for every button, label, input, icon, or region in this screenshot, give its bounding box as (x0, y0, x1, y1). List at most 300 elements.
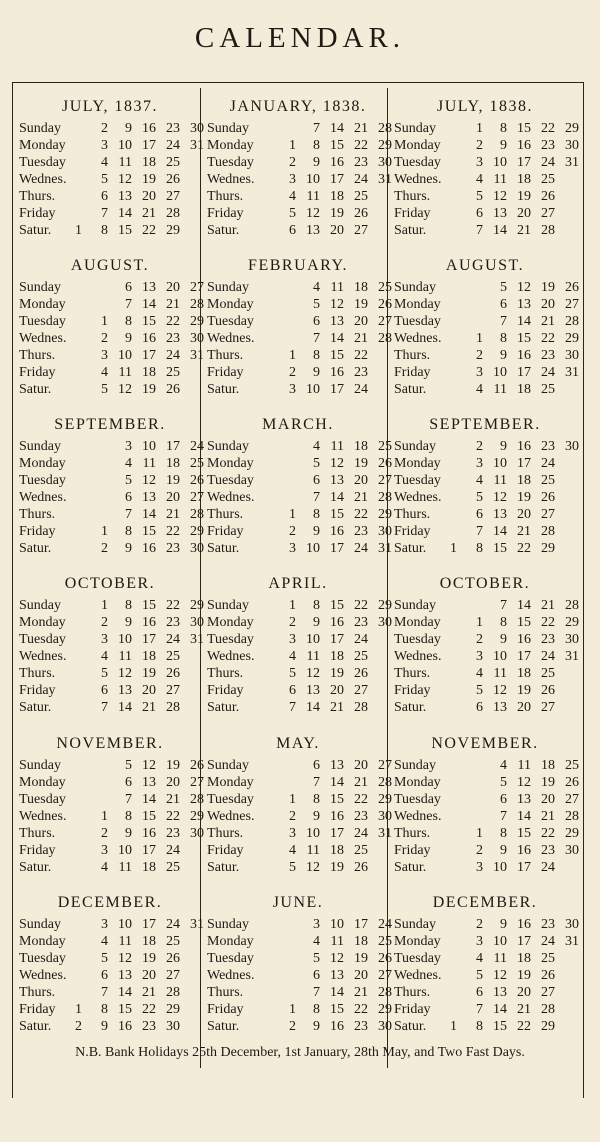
weekday-row (391, 774, 579, 791)
date-number: 11 (493, 473, 507, 488)
date-number: 14 (330, 121, 344, 136)
date-number: 18 (354, 934, 368, 949)
date-number: 15 (118, 1002, 132, 1017)
date-number: 3 (289, 541, 296, 556)
weekday-row (16, 296, 204, 313)
date-number: 7 (476, 524, 483, 539)
date-number: 5 (101, 666, 108, 681)
date-number: 19 (541, 775, 555, 790)
date-number: 23 (541, 843, 555, 858)
date-number: 6 (500, 792, 507, 807)
date-number: 7 (500, 809, 507, 824)
date-number: 27 (378, 758, 392, 773)
date-number: 2 (101, 826, 108, 841)
weekday-row (204, 648, 392, 665)
date-number: 27 (565, 792, 579, 807)
date-number: 6 (101, 683, 108, 698)
weekday-row (391, 506, 579, 523)
date-number: 28 (378, 121, 392, 136)
weekday-row (391, 933, 579, 950)
month-block (16, 890, 204, 1049)
date-number: 8 (476, 1019, 483, 1034)
date-number: 23 (166, 826, 180, 841)
date-number: 28 (166, 206, 180, 221)
date-number: 3 (101, 843, 108, 858)
date-number: 15 (330, 507, 344, 522)
date-number: 4 (101, 934, 108, 949)
month-block (204, 571, 392, 730)
date-number: 20 (517, 206, 531, 221)
weekday-row (391, 597, 579, 614)
date-number: 15 (142, 314, 156, 329)
bank-holidays-note: N.B. Bank Holidays 25th December, 1st January, 28th May, and Two Fast Days. (75, 1045, 525, 1060)
month-block (204, 731, 392, 890)
date-number: 11 (493, 666, 507, 681)
date-number: 25 (541, 473, 555, 488)
date-number: 28 (378, 985, 392, 1000)
date-number: 7 (476, 1002, 483, 1017)
weekday-label: Friday (207, 524, 244, 539)
date-number: 4 (101, 365, 108, 380)
month-block (204, 412, 392, 571)
date-number: 7 (101, 985, 108, 1000)
date-number: 19 (142, 382, 156, 397)
date-number: 17 (517, 860, 531, 875)
date-number: 24 (541, 155, 555, 170)
date-number: 12 (517, 280, 531, 295)
date-number: 28 (166, 985, 180, 1000)
weekday-label: Sunday (394, 598, 436, 613)
date-number: 25 (166, 365, 180, 380)
date-number: 27 (166, 189, 180, 204)
date-number: 27 (541, 700, 555, 715)
weekday-label: Monday (207, 456, 254, 471)
weekday-row (204, 682, 392, 699)
date-number: 30 (190, 615, 204, 630)
date-number: 1 (476, 615, 483, 630)
date-number: 22 (354, 348, 368, 363)
date-number: 21 (142, 985, 156, 1000)
date-number: 14 (330, 331, 344, 346)
date-number: 18 (541, 758, 555, 773)
date-number: 25 (541, 172, 555, 187)
weekday-row (391, 825, 579, 842)
date-number: 10 (330, 917, 344, 932)
date-number: 5 (101, 951, 108, 966)
date-number: 13 (306, 223, 320, 238)
weekday-row (391, 154, 579, 171)
date-number: 13 (493, 206, 507, 221)
date-number: 13 (330, 314, 344, 329)
month-title: OCTOBER. (439, 575, 531, 592)
weekday-row (16, 842, 204, 859)
date-number: 7 (313, 775, 320, 790)
weekday-row (16, 313, 204, 330)
date-number: 31 (190, 138, 204, 153)
date-number: 30 (565, 917, 579, 932)
date-number: 30 (190, 121, 204, 136)
date-number: 25 (378, 934, 392, 949)
weekday-label: Satur. (394, 860, 427, 875)
date-number: 25 (378, 280, 392, 295)
weekday-row (204, 757, 392, 774)
weekday-label: Sunday (19, 121, 61, 136)
date-number: 20 (354, 758, 368, 773)
date-number: 22 (541, 826, 555, 841)
date-number: 4 (289, 189, 296, 204)
weekday-row (391, 188, 579, 205)
weekday-label: Thurs. (19, 666, 56, 681)
date-number: 8 (313, 507, 320, 522)
date-number: 14 (330, 490, 344, 505)
weekday-label: Wednes. (19, 809, 67, 824)
weekday-row (16, 665, 204, 682)
month-block (16, 731, 204, 890)
date-number: 13 (330, 758, 344, 773)
weekday-row (204, 597, 392, 614)
weekday-label: Sunday (207, 598, 249, 613)
date-number: 6 (125, 490, 132, 505)
date-number: 11 (142, 456, 156, 471)
date-number: 23 (354, 155, 368, 170)
weekday-row (16, 523, 204, 540)
weekday-row (204, 842, 392, 859)
weekday-row (391, 916, 579, 933)
date-number: 24 (541, 649, 555, 664)
weekday-label: Thurs. (19, 189, 56, 204)
date-number: 21 (354, 490, 368, 505)
date-number: 28 (378, 331, 392, 346)
date-number: 8 (313, 348, 320, 363)
date-number: 3 (289, 382, 296, 397)
date-number: 6 (101, 968, 108, 983)
weekday-row (391, 313, 579, 330)
weekday-label: Satur. (19, 382, 52, 397)
date-number: 25 (541, 951, 555, 966)
weekday-label: Monday (394, 456, 441, 471)
date-number: 23 (541, 348, 555, 363)
weekday-row (204, 791, 392, 808)
date-number: 14 (118, 700, 132, 715)
month-title: SEPTEMBER. (429, 416, 541, 433)
date-number: 21 (541, 809, 555, 824)
date-number: 13 (142, 490, 156, 505)
weekday-row (16, 347, 204, 364)
date-number: 6 (476, 985, 483, 1000)
date-number: 31 (565, 155, 579, 170)
date-number: 23 (541, 632, 555, 647)
date-number: 9 (313, 809, 320, 824)
weekday-label: Tuesday (19, 632, 66, 647)
weekday-row (204, 137, 392, 154)
weekday-label: Wednes. (207, 490, 255, 505)
weekday-row (391, 523, 579, 540)
weekday-row (16, 455, 204, 472)
date-number: 17 (330, 632, 344, 647)
date-number: 17 (142, 138, 156, 153)
date-number: 19 (354, 951, 368, 966)
weekday-row (391, 455, 579, 472)
date-number: 3 (101, 348, 108, 363)
date-number: 9 (125, 615, 132, 630)
weekday-label: Monday (19, 775, 66, 790)
date-number: 13 (118, 968, 132, 983)
date-number: 21 (166, 792, 180, 807)
date-number: 13 (517, 792, 531, 807)
weekday-row (204, 489, 392, 506)
date-number: 26 (354, 666, 368, 681)
date-number: 16 (517, 439, 531, 454)
weekday-row (16, 472, 204, 489)
weekday-label: Satur. (19, 541, 52, 556)
date-number: 27 (166, 683, 180, 698)
date-number: 12 (118, 951, 132, 966)
date-number: 19 (541, 280, 555, 295)
weekday-row (391, 296, 579, 313)
date-number: 2 (476, 138, 483, 153)
weekday-label: Wednes. (19, 172, 67, 187)
date-number: 2 (101, 615, 108, 630)
date-number: 29 (541, 1019, 555, 1034)
date-number: 18 (517, 666, 531, 681)
weekday-label: Wednes. (19, 968, 67, 983)
date-number: 20 (517, 985, 531, 1000)
weekday-label: Sunday (207, 439, 249, 454)
date-number: 31 (378, 172, 392, 187)
date-number: 6 (125, 775, 132, 790)
date-number: 31 (190, 632, 204, 647)
date-number: 12 (517, 775, 531, 790)
weekday-label: Monday (207, 297, 254, 312)
weekday-label: Thurs. (207, 189, 244, 204)
date-number: 6 (101, 189, 108, 204)
date-number: 14 (330, 985, 344, 1000)
date-number: 27 (190, 490, 204, 505)
date-number: 5 (101, 172, 108, 187)
date-number: 5 (101, 382, 108, 397)
date-number: 24 (354, 382, 368, 397)
weekday-row (204, 1018, 392, 1035)
date-number: 17 (142, 632, 156, 647)
month-block (16, 412, 204, 571)
date-number: 24 (166, 917, 180, 932)
date-number: 30 (378, 615, 392, 630)
weekday-label: Tuesday (19, 314, 66, 329)
date-number: 9 (125, 331, 132, 346)
date-number: 27 (378, 314, 392, 329)
month-title: SEPTEMBER. (54, 416, 166, 433)
date-number: 12 (330, 297, 344, 312)
date-number: 30 (378, 1019, 392, 1034)
date-number: 16 (142, 615, 156, 630)
date-number: 28 (541, 223, 555, 238)
date-number: 4 (476, 382, 483, 397)
date-number: 21 (142, 206, 156, 221)
date-number: 31 (565, 365, 579, 380)
weekday-row (16, 699, 204, 716)
date-number: 23 (354, 615, 368, 630)
date-number: 7 (500, 314, 507, 329)
weekday-label: Satur. (394, 700, 427, 715)
date-number: 19 (330, 666, 344, 681)
weekday-row (204, 665, 392, 682)
date-number: 10 (306, 632, 320, 647)
date-number: 12 (330, 951, 344, 966)
weekday-row (204, 455, 392, 472)
date-number: 12 (493, 968, 507, 983)
date-number: 23 (354, 524, 368, 539)
date-number: 9 (500, 632, 507, 647)
date-number: 17 (142, 917, 156, 932)
date-number: 9 (500, 917, 507, 932)
date-number: 11 (517, 758, 531, 773)
date-number: 1 (450, 541, 457, 556)
date-number: 13 (306, 683, 320, 698)
date-number: 21 (142, 700, 156, 715)
weekday-label: Friday (394, 843, 431, 858)
date-number: 26 (541, 968, 555, 983)
date-number: 9 (125, 121, 132, 136)
date-number: 14 (517, 809, 531, 824)
date-number: 9 (500, 439, 507, 454)
weekday-label: Friday (19, 1002, 56, 1017)
date-number: 31 (565, 934, 579, 949)
weekday-label: Wednes. (207, 649, 255, 664)
weekday-row (391, 438, 579, 455)
date-number: 12 (306, 206, 320, 221)
date-number: 25 (190, 456, 204, 471)
weekday-row (16, 381, 204, 398)
weekday-row (391, 665, 579, 682)
date-number: 29 (190, 524, 204, 539)
date-number: 11 (118, 155, 132, 170)
weekday-label: Thurs. (207, 348, 244, 363)
date-number: 23 (541, 138, 555, 153)
date-number: 21 (330, 700, 344, 715)
weekday-label: Thurs. (19, 507, 56, 522)
weekday-label: Friday (19, 683, 56, 698)
weekday-label: Thurs. (207, 826, 244, 841)
month-block (391, 94, 579, 253)
date-number: 23 (541, 439, 555, 454)
date-number: 12 (493, 490, 507, 505)
date-number: 22 (354, 792, 368, 807)
date-number: 28 (190, 507, 204, 522)
date-number: 13 (517, 297, 531, 312)
date-number: 4 (289, 843, 296, 858)
weekday-label: Friday (207, 206, 244, 221)
date-number: 26 (354, 860, 368, 875)
weekday-label: Sunday (207, 280, 249, 295)
weekday-label: Wednes. (394, 649, 442, 664)
month-block (204, 94, 392, 253)
date-number: 18 (330, 189, 344, 204)
date-number: 15 (330, 792, 344, 807)
date-number: 17 (330, 826, 344, 841)
date-number: 3 (289, 172, 296, 187)
date-number: 14 (142, 297, 156, 312)
month-title: JUNE. (272, 894, 324, 911)
date-number: 10 (118, 138, 132, 153)
date-number: 18 (142, 860, 156, 875)
date-number: 11 (306, 843, 320, 858)
date-number: 26 (541, 683, 555, 698)
weekday-row (16, 984, 204, 1001)
date-number: 9 (313, 524, 320, 539)
weekday-label: Monday (207, 934, 254, 949)
date-number: 30 (190, 541, 204, 556)
date-number: 19 (517, 968, 531, 983)
date-number: 15 (330, 138, 344, 153)
date-number: 8 (313, 792, 320, 807)
weekday-label: Sunday (207, 917, 249, 932)
date-number: 12 (118, 172, 132, 187)
month-block (391, 253, 579, 412)
date-number: 29 (565, 331, 579, 346)
date-number: 26 (541, 189, 555, 204)
date-number: 28 (565, 809, 579, 824)
weekday-label: Sunday (394, 917, 436, 932)
date-number: 10 (142, 439, 156, 454)
date-number: 29 (378, 1002, 392, 1017)
weekday-row (16, 330, 204, 347)
date-number: 7 (101, 700, 108, 715)
date-number: 16 (142, 121, 156, 136)
date-number: 16 (330, 1019, 344, 1034)
weekday-row (204, 154, 392, 171)
date-number: 15 (517, 121, 531, 136)
date-number: 27 (354, 683, 368, 698)
weekday-label: Sunday (19, 917, 61, 932)
date-number: 10 (493, 934, 507, 949)
date-number: 8 (500, 121, 507, 136)
date-number: 30 (378, 809, 392, 824)
month-title: NOVEMBER. (431, 735, 539, 752)
date-number: 22 (354, 507, 368, 522)
weekday-label: Friday (394, 206, 431, 221)
date-number: 23 (541, 917, 555, 932)
date-number: 1 (101, 524, 108, 539)
date-number: 7 (125, 792, 132, 807)
date-number: 11 (118, 934, 132, 949)
date-number: 27 (190, 280, 204, 295)
date-number: 26 (541, 490, 555, 505)
date-number: 26 (565, 775, 579, 790)
date-number: 15 (142, 809, 156, 824)
date-number: 2 (75, 1019, 82, 1034)
weekday-label: Sunday (19, 280, 61, 295)
date-number: 26 (378, 951, 392, 966)
date-number: 20 (541, 792, 555, 807)
date-number: 20 (166, 490, 180, 505)
weekday-label: Wednes. (394, 172, 442, 187)
weekday-row (16, 774, 204, 791)
date-number: 25 (541, 666, 555, 681)
date-number: 16 (142, 541, 156, 556)
date-number: 31 (190, 917, 204, 932)
month-title: AUGUST. (70, 257, 150, 274)
weekday-label: Sunday (207, 758, 249, 773)
date-number: 3 (289, 632, 296, 647)
date-number: 5 (289, 860, 296, 875)
date-number: 26 (166, 666, 180, 681)
month-title: OCTOBER. (64, 575, 156, 592)
weekday-label: Sunday (394, 758, 436, 773)
date-number: 27 (190, 775, 204, 790)
date-number: 6 (476, 206, 483, 221)
weekday-row (204, 916, 392, 933)
weekday-row (391, 330, 579, 347)
